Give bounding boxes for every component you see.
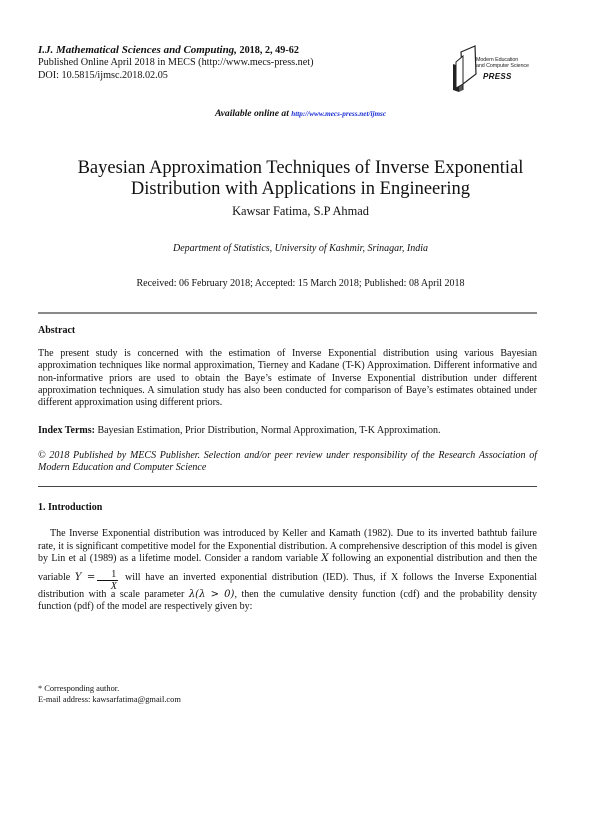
doi: DOI: 10.5815/ijmsc.2018.02.05 xyxy=(38,69,168,81)
published-online: Published Online April 2018 in MECS (http://www.mecs-press.net) xyxy=(38,57,314,69)
math-var-x: X xyxy=(321,553,329,565)
available-online xyxy=(0,108,601,119)
logo-press: PRESS xyxy=(483,72,512,81)
abstract-heading: Abstract xyxy=(38,325,76,336)
introduction-heading: 1. Introduction xyxy=(38,502,103,513)
index-terms-text: Bayesian Estimation, Prior Distribution, Normal Approximation, T-K Approximation. xyxy=(94,425,441,436)
journal-link[interactable]: http://www.mecs-press.net/ijmsc xyxy=(291,110,387,118)
corresponding-author: * Corresponding author. xyxy=(38,684,120,693)
abstract-text: The present study is concerned with the estimation of Inverse Exponential distribution using various Bayesian approximation techniques like normal approximation, Tierney and Kadane (T-K) Approximation. Different informative and non-informative priors are used to obtain the Baye’s estimate of Inverse Exponential distribution under different approximation techniques. A simulation study has also been conducted for comparison of Baye’s estimates obtained under different approximation using different priors. xyxy=(38,348,537,409)
footnote xyxy=(38,684,181,705)
logo-text: Modern Education and Computer Science xyxy=(476,57,529,69)
divider-top xyxy=(38,312,537,314)
copyright-notice: © 2018 Published by MECS Publisher. Selection and/or peer review under responsibility of the Research Association of Modern Education and Computer Science xyxy=(38,450,537,474)
available-label: Available online at xyxy=(214,108,292,119)
publisher-logo xyxy=(449,44,539,94)
author-email: E-mail address: kawsarfatima@gmail.com xyxy=(38,694,181,704)
divider-mid xyxy=(38,486,537,487)
math-fraction: $\frac{1}{X}$ xyxy=(97,569,118,592)
affiliation: Department of Statistics, University of Kashmir, Srinagar, India xyxy=(173,243,428,254)
math-y-equals: Y = xyxy=(74,571,96,583)
authors: Kawsar Fatima, S.P Ahmad xyxy=(232,204,369,218)
introduction-paragraph: The Inverse Exponential distribution was introduced by Keller and Kamath (1982). Due to its inverted bathtub failure rate, it is significant competitive model for the Exponential distribution. A comprehensive description of this model is given by Lin et al (1989) as a lifetime model. Consider a random variable X following an exponential distribution and then the variable Y = $\frac{1}{X}$ will have an inverted exponential distribution (IED). Thus, if X follows the Inverse Exponential distribution with a scale parameter λ(λ > 0), then the cumulative density function (cdf) and the probability density function (pdf) of the model are respectively given by: xyxy=(38,528,538,613)
journal-name: I.J. Mathematical Sciences and Computing, xyxy=(38,44,237,56)
journal-citation xyxy=(38,44,314,57)
journal-header xyxy=(38,44,314,82)
publication-dates: Received: 06 February 2018; Accepted: 15 March 2018; Published: 08 April 2018 xyxy=(136,278,465,289)
paper-title: Bayesian Approximation Techniques of Inverse Exponential Distribution with Applications in Engineering xyxy=(77,158,524,199)
index-terms-label: Index Terms: xyxy=(38,425,95,436)
index-terms xyxy=(38,425,537,437)
math-lambda: λ(λ > 0) xyxy=(188,588,235,600)
journal-volume-pages: 2018, 2, 49-62 xyxy=(236,45,299,56)
